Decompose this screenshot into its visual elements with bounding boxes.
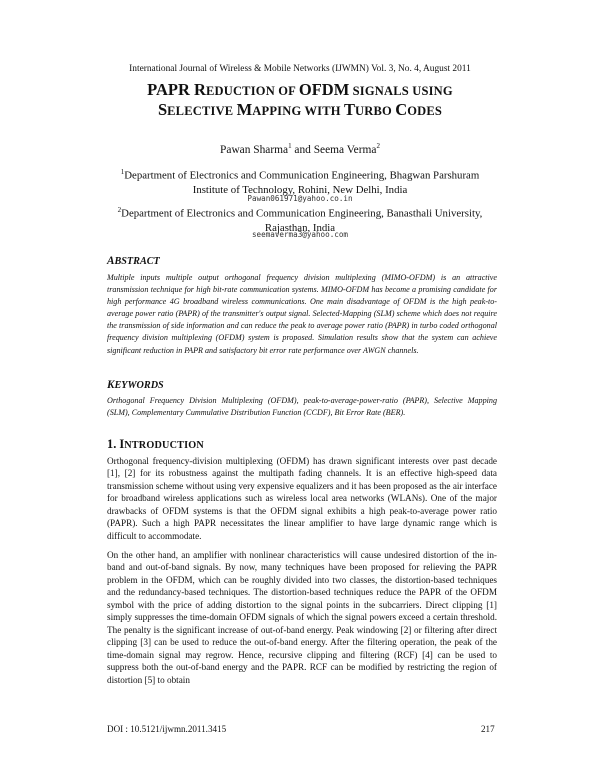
author-name: Seema Verma (313, 143, 377, 156)
title-part: EDUCTION OF (205, 84, 299, 98)
authors (0, 142, 600, 156)
title-part: ODES (407, 104, 443, 118)
keywords-heading (107, 379, 164, 391)
heading-rest: BSTRACT (114, 256, 160, 267)
affiliation-line: Department of Electronics and Communication Engineering, Banasthali University, (121, 207, 483, 220)
footer-doi: DOI : 10.5121/ijwmn.2011.3415 (107, 724, 227, 734)
affiliation-sup: 2 (117, 206, 122, 214)
page-number: 217 (481, 724, 495, 734)
title-part: APPING WITH (252, 104, 345, 118)
affiliation-line: Institute of Technology, Rohini, New Delhi, India (192, 183, 408, 196)
title-part: OFDM (298, 80, 350, 99)
intro-paragraph-2: On the other hand, an amplifier with nonlinear characteristics will cause undesired distortion of the in-band and out-of-band signals. By now, many techniques have been proposed for relieving the PAPR problem in the OFDM, which can be roughly divided into two classes, the distortion-based techniques and the redundancy-based techniques. The distortion-based techniques reduce the PAPR of the OFDM symbol with the price of adding distortion to the signal points in the subcarriers. Direct clipping [1] simply suppresses the time-domain OFDM signals of which the signal powers exceed a certain threshold. The penalty is the significant increase of out-of-band energy. Peak windowing [2] or filtering after direct clipping [3] can be used to reduce the out-of-band energy. After the filtering operation, the peak of the time-domain signal may regrow. Hence, recursive clipping and filtering (RCF) [4] can be used to suppress both the out-of-band energy and the PAPR. RCF can be modified by restricting the region of distortion [5] to obtain (107, 550, 497, 685)
section-number: 1. (107, 437, 120, 451)
author-sup: 2 (376, 142, 380, 150)
email-link[interactable]: Pawan061971@yahoo.co.in (247, 194, 353, 203)
heading-cap: K (107, 379, 115, 391)
title-part: T (344, 100, 356, 119)
heading-rest: NTRODUCTION (124, 440, 204, 451)
affiliation-1 (0, 165, 600, 197)
author-and: and (291, 143, 314, 156)
title-part: C (395, 100, 408, 119)
heading-cap: A (107, 255, 115, 267)
title-part: PAPR R (147, 80, 206, 99)
title-part: URBO (355, 104, 396, 118)
author-sup: 1 (288, 142, 292, 150)
heading-rest: EYWORDS (114, 380, 164, 391)
abstract-text: Multiple inputs multiple output orthogonal frequency division multiplexing (MIMO-OFDM) is an attractive transmission technique for high bit-rate communication systems. MIMO-OFDM has become a promising candidate for high performance 4G broadband wireless communications. One main disadvantage of OFDM is the high peak-to-average power ratio (PAPR) of the transmitter's output signal. Selected-Mapping (SLM) scheme which does not require the transmission of side information and can reduce the peak to average power ratio (PAPR) in turbo coded orthogonal frequency division multiplexing (OFDM) system is proposed. Simulation results show that the system can achieve significant reduction in PAPR and satisfactory bit error rate performance over AWGN channels. (107, 273, 497, 355)
affiliation-line: Rajasthan, India (264, 221, 336, 234)
title-part: S (157, 100, 168, 119)
author-name: Pawan Sharma (220, 143, 289, 156)
email-link[interactable]: seemaverma3@yahoo.com (251, 230, 348, 239)
title-part: SIGNALS USING (349, 84, 453, 98)
affiliation-sup: 1 (120, 168, 125, 176)
heading-cap: I (119, 437, 125, 451)
intro-paragraph-1: Orthogonal frequency-division multiplexing (OFDM) has drawn significant interests over past decade [1], [2] for its robustness against the multipath fading channels. It is an effective high-speed data transmission scheme without using very expensive equalizers and it has been proposed as the air interface for broadband wireless applications such as wireless local area networks (WLANs). One of the major drawbacks of OFDM systems is that the OFDM signal exhibits a high peak-to-average power ratio (PAPR). Such a high PAPR necessitates the linear amplifier to have large dynamic range which is difficult to accommodate. (107, 456, 497, 541)
abstract-heading (107, 255, 160, 267)
title-part: ELECTIVE (167, 104, 237, 118)
journal-header: International Journal of Wireless & Mobile Networks (IJWMN) Vol. 3, No. 4, August 2011 (129, 64, 471, 74)
keywords-text: Orthogonal Frequency Division Multiplexing (OFDM), peak-to-average-power-ratio (PAPR), Selective Mapping (SLM), Complementary Cummulative Distribution Function (CCDF), Bit Error Rate (BER). (107, 396, 497, 418)
paper-title-line-2 (0, 100, 600, 121)
affiliation-line: Department of Electronics and Communication Engineering, Bhagwan Parshuram (124, 169, 480, 182)
paper-title-line-1 (0, 80, 600, 101)
title-part: M (236, 100, 253, 119)
introduction-heading (107, 437, 204, 452)
